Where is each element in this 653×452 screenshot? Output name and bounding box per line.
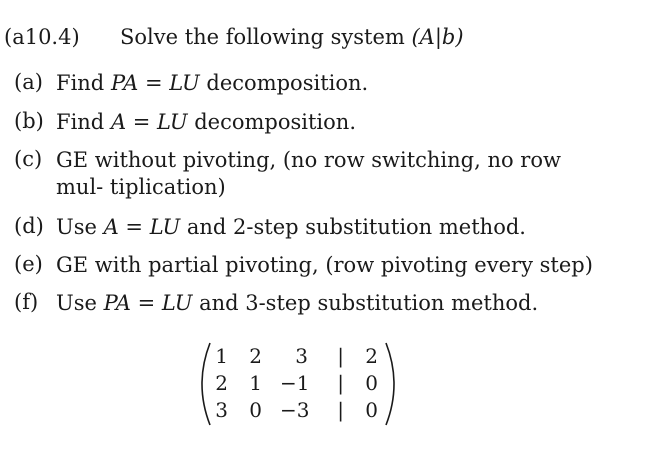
matrix-cell: 1 [249,371,262,395]
task-text [56,70,368,97]
task-text-pre: Find [56,110,111,134]
task-math: A = LU [110,110,188,134]
problem-number: (a10.4) [4,25,80,49]
task-label: (a) [14,70,43,94]
task-math: PA = LU [103,291,193,315]
matrix-separator: | [337,398,344,422]
task-item-c [14,147,634,201]
task-text-post: and 2-step substitution method. [180,215,526,239]
task-item-e [14,252,593,279]
task-text-pre: Find [56,71,111,95]
task-item-b [14,109,356,136]
task-math: A = LU [103,215,181,239]
matrix-cell: 1 [215,344,228,368]
augmented-matrix [196,340,406,428]
task-item-d [14,214,526,241]
task-text-post: decomposition. [187,110,356,134]
task-text-pre: Use [56,291,104,315]
matrix-separator: | [337,344,344,368]
right-paren [386,343,394,425]
task-text [56,109,356,136]
matrix-cell: −1 [280,371,310,395]
matrix-cell: 0 [365,398,378,422]
task-text-post: and 3-step substitution method. [192,291,539,315]
problem-title: Solve the following system [120,25,412,49]
task-item-a [14,70,368,97]
matrix-cell: 2 [215,371,228,395]
matrix-cell: 3 [215,398,228,422]
matrix-cell: 0 [249,398,262,422]
task-text [56,290,538,317]
matrix-cell: 2 [249,344,262,368]
task-text-pre: Use [56,215,104,239]
task-text: GE without pivoting, (no row switching, no row mul- tiplication) [56,148,561,199]
task-math: PA = LU [110,71,200,95]
task-label: (c) [14,147,43,171]
matrix-cell: 2 [365,344,378,368]
task-label: (f) [14,290,39,314]
task-label: (b) [14,109,44,133]
problem-header [4,22,464,52]
task-label: (e) [14,252,43,276]
task-text [56,214,526,241]
matrix-cell: 3 [295,344,308,368]
matrix-separator: | [337,371,344,395]
task-text-post: decomposition. [199,71,369,95]
matrix-cell: 0 [365,371,378,395]
task-label: (d) [14,214,44,238]
left-paren [202,343,210,425]
task-item-f [14,290,538,317]
problem-title-math: (A|b) [411,25,464,49]
task-text: GE with partial pivoting, (row pivoting every step) [56,253,593,277]
matrix-cell: −3 [280,398,310,422]
